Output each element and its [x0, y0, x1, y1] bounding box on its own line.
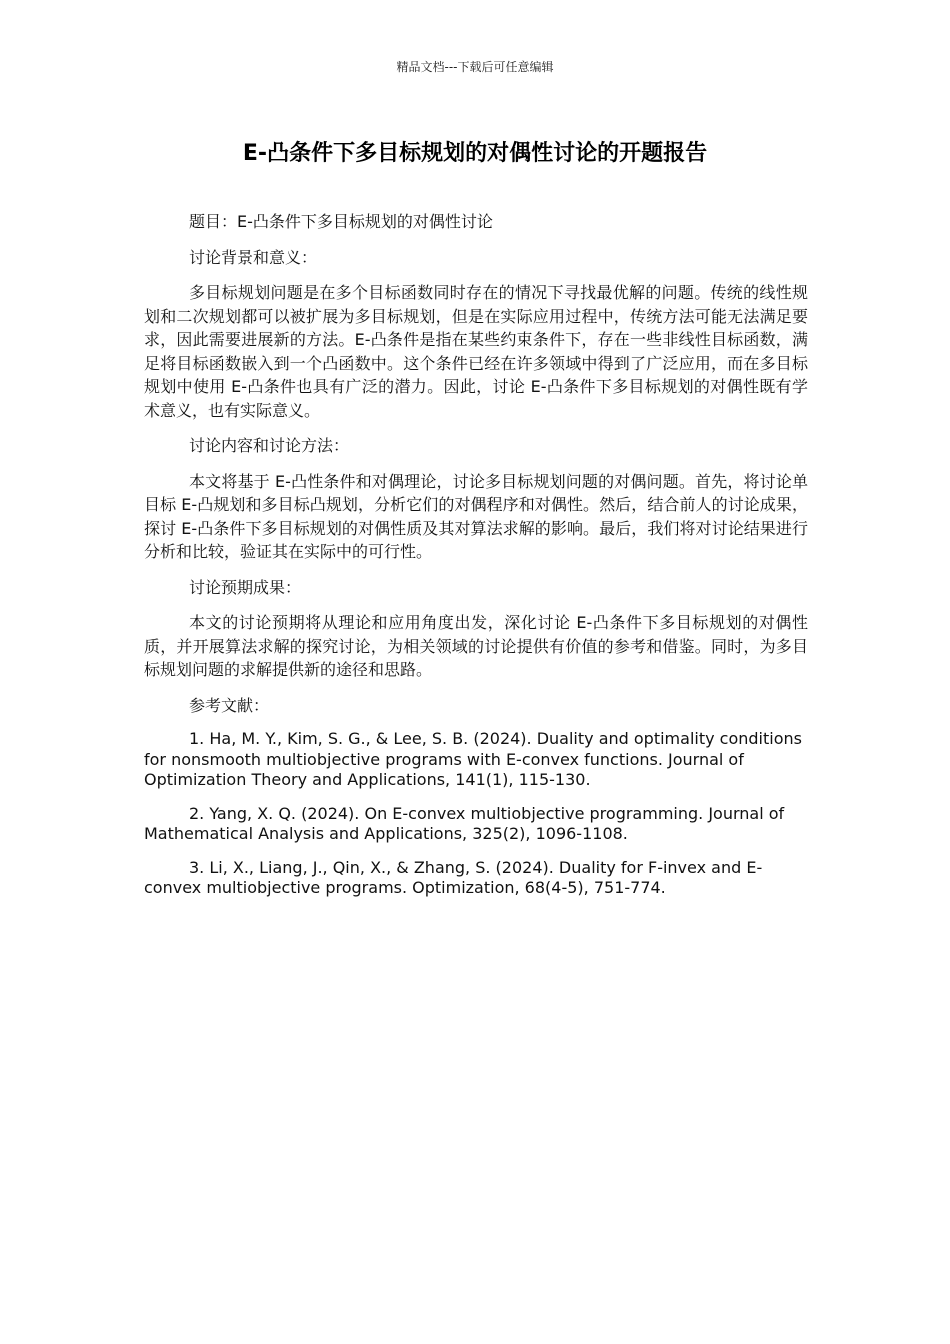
outcomes-heading: 讨论预期成果：: [189, 577, 302, 597]
background-heading: 讨论背景和意义：: [189, 247, 318, 267]
references-heading: 参考文献：: [189, 695, 270, 715]
topic-line: 题目：E-凸条件下多目标规划的对偶性讨论: [189, 212, 493, 231]
reference-item: 2. Yang, X. Q. (2024). On E-convex multiobjective programming. Journal of Mathematical Analysis and Applications, 325(2), 1096-1108.: [144, 803, 785, 843]
header-note: 精品文档---下载后可任意编辑: [396, 60, 554, 74]
methods-heading: 讨论内容和讨论方法：: [189, 436, 350, 455]
document-title: E-凸条件下多目标规划的对偶性讨论的开题报告: [242, 141, 708, 166]
reference-item: 1. Ha, M. Y., Kim, S. G., & Lee, S. B. (2024). Duality and optimality conditions for nonsmooth multiobjective programs with E-convex functions. Journal of Optimization Theory and Applications, 141(1), 115-130.: [144, 729, 802, 789]
methods-paragraph: 本文将基于 E-凸性条件和对偶理论，讨论多目标规划问题的对偶问题。首先，将讨论单目标 E-凸规划和多目标凸规划，分析它们的对偶程序和对偶性。然后，结合前人的讨论成果，探讨 E-凸条件下多目标规划的对偶性质及其对算法求解的影响。最后，我们将对讨论结果进行分析和比较，验证其在实际中的可行性。: [144, 471, 808, 561]
background-paragraph: 多目标规划问题是在多个目标函数同时存在的情况下寻找最优解的问题。传统的线性规划和二次规划都可以被扩展为多目标规划，但是在实际应用过程中，传统方法可能无法满足要求，因此需要进展新的方法。E-凸条件是指在某些约束条件下，存在一些非线性目标函数，满足将目标函数嵌入到一个凸函数中。这个条件已经在许多领域中得到了广泛应用，而在多目标规划中使用 E-凸条件也具有广泛的潜力。因此，讨论 E-凸条件下多目标规划的对偶性既有学术意义，也有实际意义。: [144, 283, 808, 420]
reference-item: 3. Li, X., Liang, J., Qin, X., & Zhang, S. (2024). Duality for F-invex and E-convex multiobjective programs. Optimization, 68(4-5), 751-774.: [144, 857, 763, 897]
outcomes-paragraph: 本文的讨论预期将从理论和应用角度出发，深化讨论 E-凸条件下多目标规划的对偶性质，并开展算法求解的探究讨论，为相关领域的讨论提供有价值的参考和借鉴。同时，为多目标规划问题的求解提供新的途径和思路。: [144, 613, 808, 679]
document-body: [144, 210, 808, 912]
